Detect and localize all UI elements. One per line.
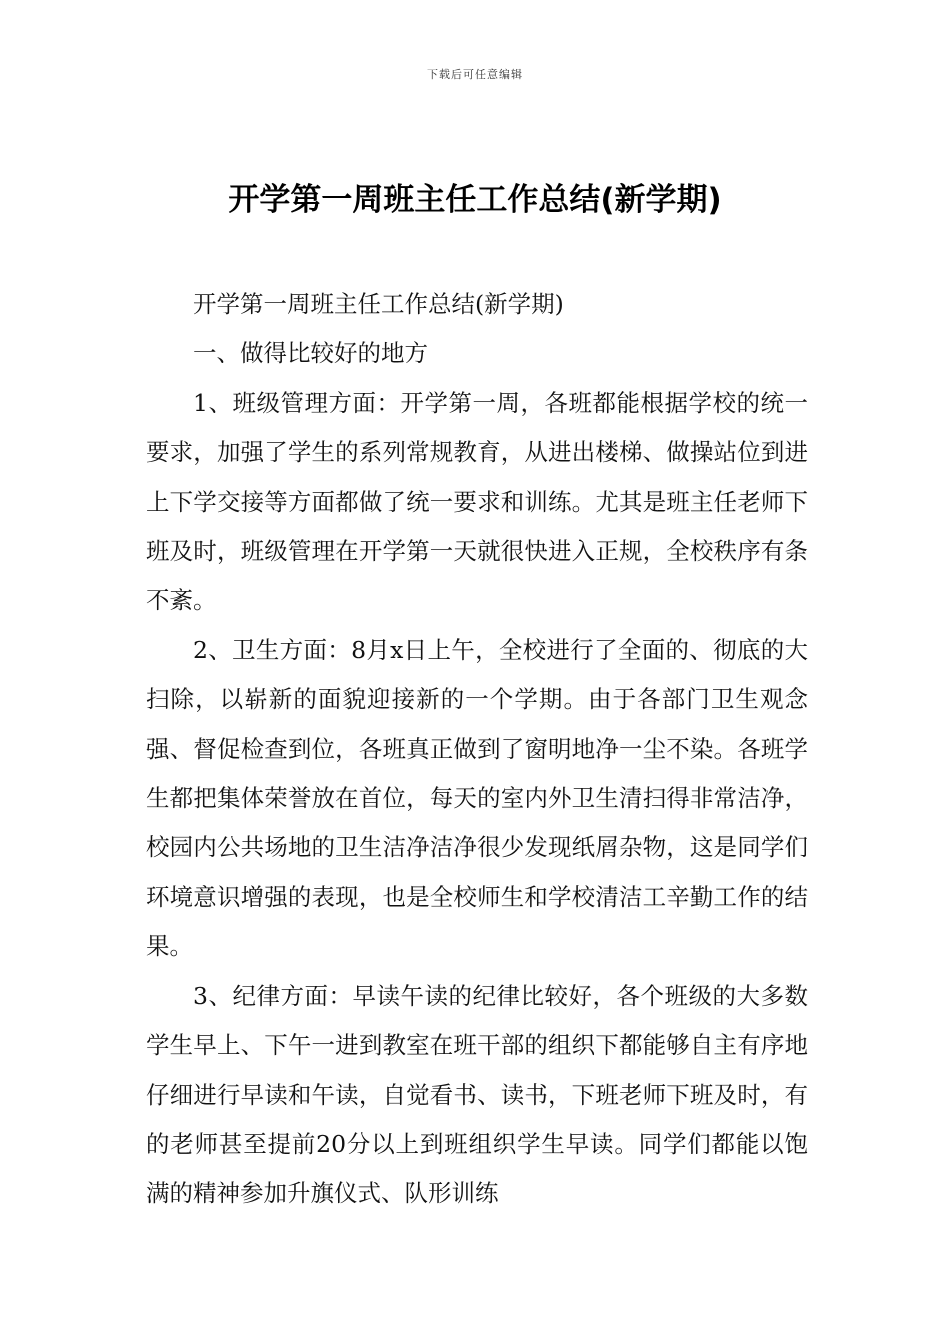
- paragraph-hygiene: 2、卫生方面：8月x日上午，全校进行了全面的、彻底的大扫除，以崭新的面貌迎接新的一个学期。由于各部门卫生观念强、督促检查到位，各班真正做到了窗明地净一尘不染。各班学生都把集体荣誉放在首位，每天的室内外卫生清扫得非常洁净，校园内公共场地的卫生洁净洁净很少发现纸屑杂物，这是同学们环境意识增强的表现，也是全校师生和学校清洁工辛勤工作的结果。: [146, 635, 808, 961]
- paragraph-subtitle: 开学第一周班主任工作总结(新学期): [193, 290, 564, 318]
- paragraph-discipline: 3、纪律方面：早读午读的纪律比较好，各个班级的大多数学生早上、下午一进到教室在班干部的组织下都能够自主有序地仔细进行早读和午读，自觉看书、读书，下班老师下班及时，有的老师甚至提前20分以上到班组织学生早读。同学们都能以饱满的精神参加升旗仪式、队形训练: [146, 981, 808, 1208]
- header-note: 下载后可任意编辑: [427, 68, 523, 81]
- paragraph-section-heading: 一、做得比较好的地方: [193, 339, 428, 368]
- document-body: [146, 280, 808, 1219]
- document-title: 开学第一周班主任工作总结(新学期): [228, 182, 722, 218]
- paragraph-class-management: 1、班级管理方面：开学第一周，各班都能根据学校的统一要求，加强了学生的系列常规教育，从进出楼梯、做操站位到进上下学交接等方面都做了统一要求和训练。尤其是班主任老师下班及时，班级管理在开学第一天就很快进入正规，全校秩序有条不紊。: [146, 388, 808, 615]
